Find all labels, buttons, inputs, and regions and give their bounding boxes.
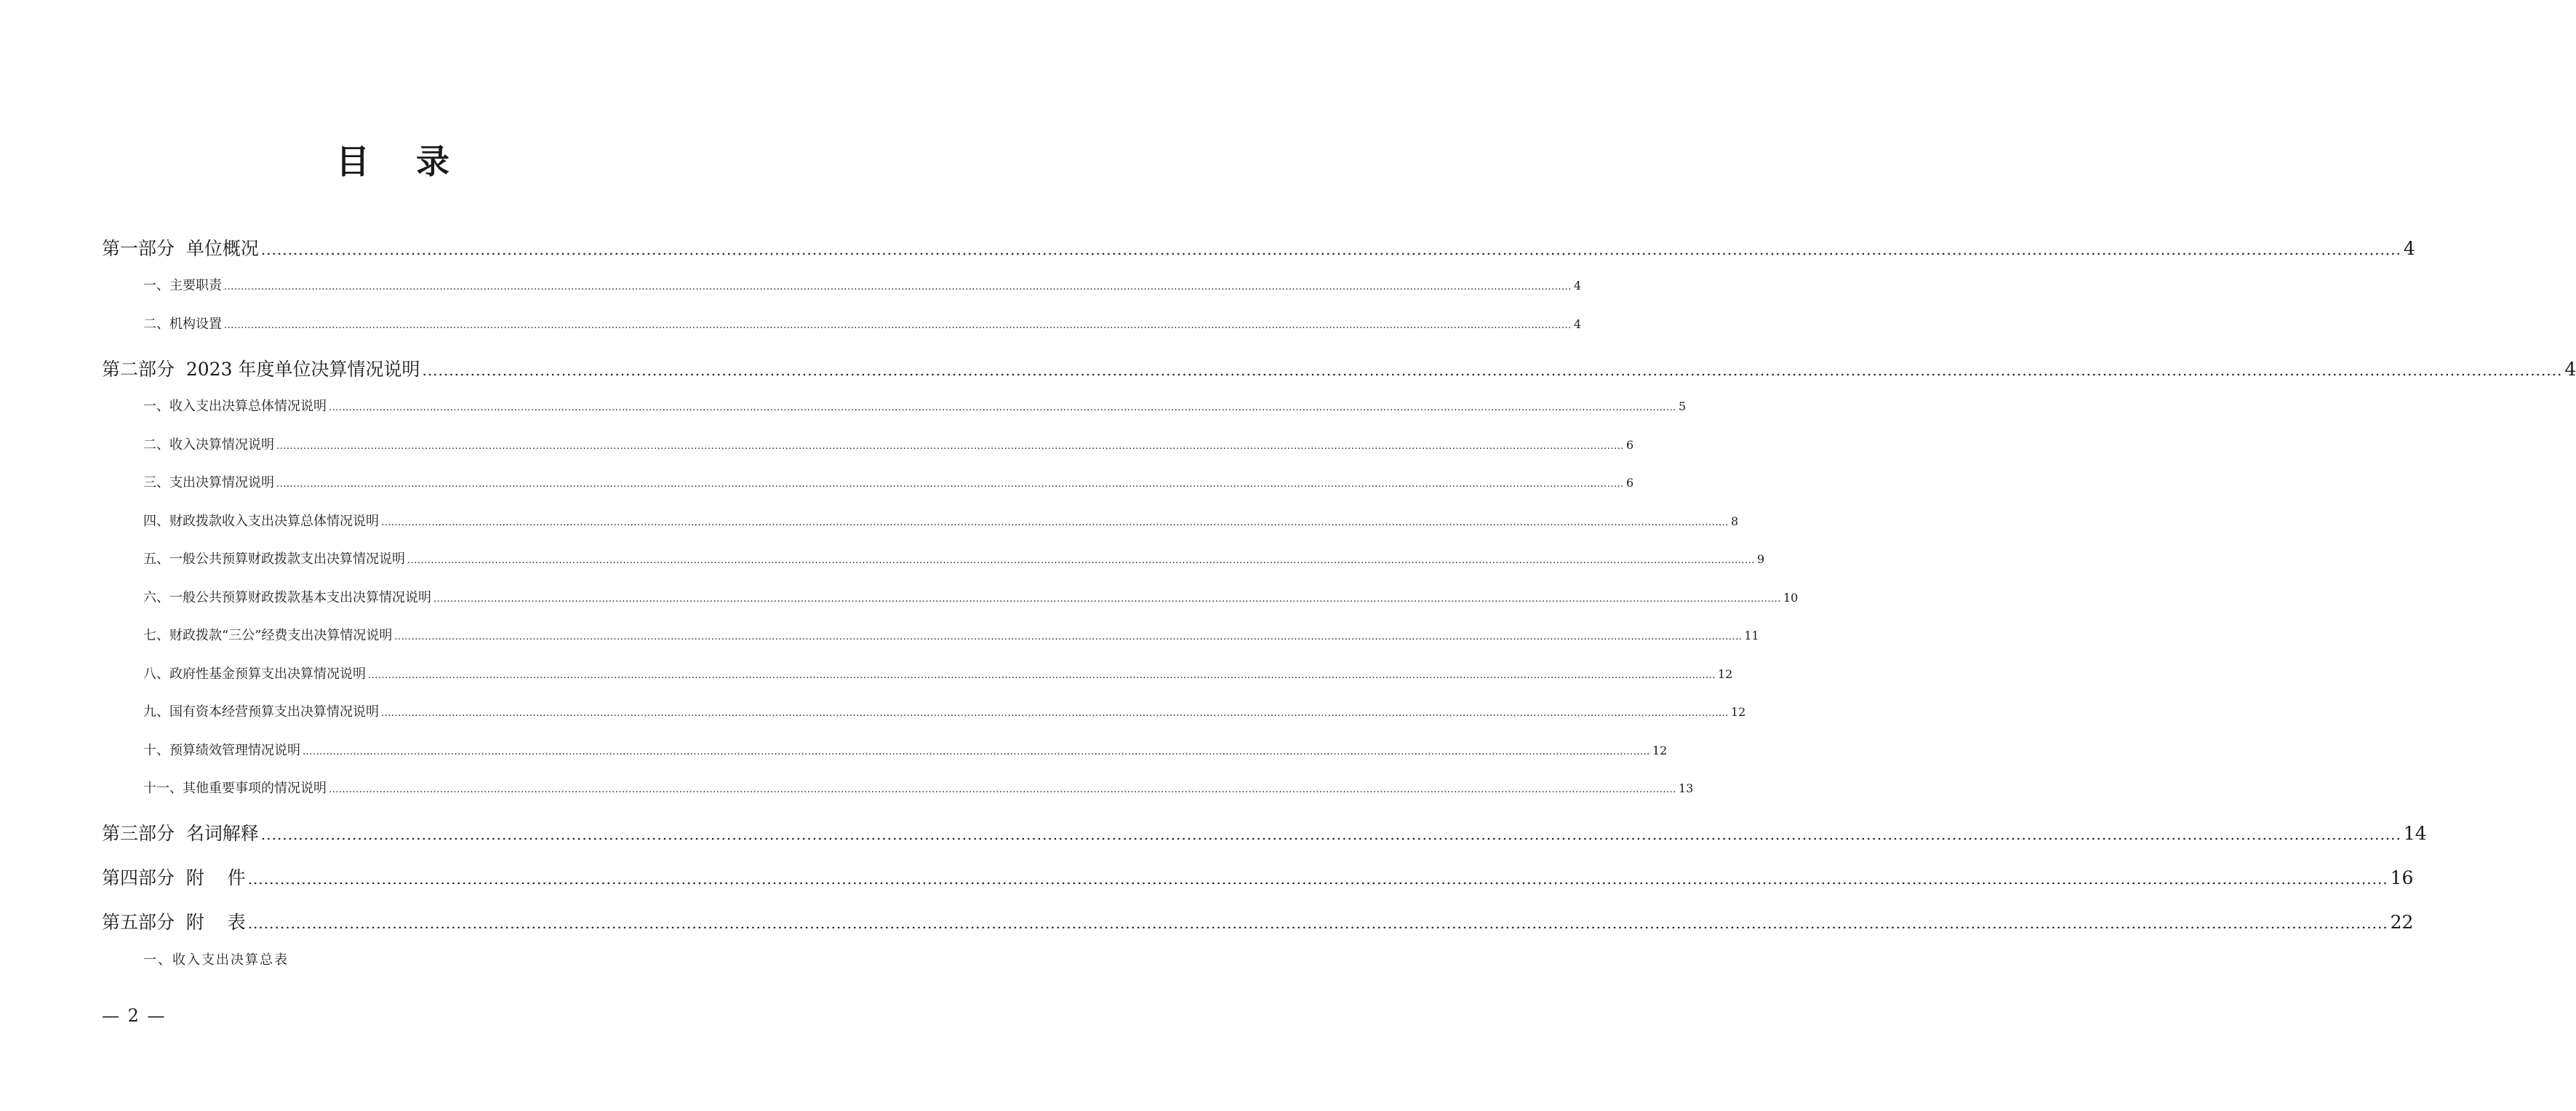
dot-leader: ................................................................................................................................................................................................................................................................................................................................................................................................................: [303, 746, 1650, 757]
toc-entry-page: 12: [1652, 744, 1668, 757]
dot-leader: ................................................................................................................................................................................................................................................................................................................................................................................................................: [247, 870, 2388, 888]
dot-leader: ................................................................................................................................................................................................................................................................................................................................................................................................................: [422, 362, 2563, 379]
toc-entry-label: 四、财政拨款收入支出决算总体情况说明: [143, 514, 379, 529]
dot-leader: ................................................................................................................................................................................................................................................................................................................................................................................................................: [407, 555, 1755, 566]
toc-entry-2-3[interactable]: [143, 474, 1634, 493]
toc-entry-duties[interactable]: [143, 276, 1582, 295]
toc-entry-page: 4: [1573, 279, 1582, 292]
dot-leader: ................................................................................................................................................................................................................................................................................................................................................................................................................: [276, 479, 1624, 490]
toc-entry-label: 十、预算绩效管理情况说明: [143, 743, 300, 758]
title-char-2: 录: [416, 142, 449, 181]
toc-entry-label: 第三部分 名词解释: [102, 823, 259, 844]
page-number: — 2 —: [102, 1006, 167, 1026]
toc-entry-label: 八、政府性基金预算支出决算情况说明: [143, 666, 366, 682]
toc-entry-label: 六、一般公共预算财政拨款基本支出决算情况说明: [143, 590, 431, 605]
dot-leader: ................................................................................................................................................................................................................................................................................................................................................................................................................: [394, 632, 1743, 642]
toc-entry-label: 七、财政拨款“三公”经费支出决算情况说明: [143, 628, 393, 643]
toc-entry-page: 4: [2403, 238, 2415, 259]
toc-entry-page: 22: [2390, 912, 2414, 933]
toc-entry-label: 第二部分 2023 年度单位决算情况说明: [102, 359, 420, 380]
toc-entry-2-11[interactable]: [143, 779, 1694, 798]
toc-entry-page: 5: [1678, 399, 1687, 413]
title-char-1: 目: [336, 142, 369, 181]
toc-entry-part-4[interactable]: [102, 866, 2414, 891]
toc-entry-2-1[interactable]: [143, 397, 1687, 416]
toc-entry-label: 二、收入决算情况说明: [143, 437, 274, 453]
toc-entry-page: 8: [1730, 514, 1739, 528]
dot-leader: ................................................................................................................................................................................................................................................................................................................................................................................................................: [329, 402, 1676, 413]
toc-entry-part-3[interactable]: [102, 821, 2427, 846]
toc-entry-label: 第五部分 附 表: [102, 912, 246, 933]
appendix-table-item: 一、收入支出决算总表: [143, 952, 289, 968]
toc-entry-page: 4: [2564, 359, 2576, 380]
toc-entry-part-1[interactable]: [102, 236, 2415, 261]
dot-leader: ................................................................................................................................................................................................................................................................................................................................................................................................................: [433, 594, 1781, 605]
toc-entry-2-9[interactable]: [143, 703, 1746, 722]
toc-entry-2-5[interactable]: [143, 550, 1765, 569]
toc-entry-2-7[interactable]: [143, 626, 1759, 645]
toc-entry-label: 一、主要职责: [143, 278, 222, 293]
toc-entry-page: 10: [1783, 591, 1799, 605]
toc-entry-label: 九、国有资本经营预算支出决算情况说明: [143, 704, 379, 720]
dot-leader: ................................................................................................................................................................................................................................................................................................................................................................................................................: [368, 670, 1716, 681]
toc-entry-page: 13: [1678, 781, 1694, 795]
toc-entry-page: 6: [1625, 438, 1634, 452]
toc-entry-page: 12: [1730, 705, 1746, 719]
toc-entry-label: 一、收入支出决算总体情况说明: [143, 399, 327, 414]
dot-leader: ................................................................................................................................................................................................................................................................................................................................................................................................................: [224, 282, 1572, 292]
toc-entry-2-4[interactable]: [143, 512, 1739, 531]
toc-entry-2-2[interactable]: [143, 436, 1634, 455]
toc-entry-label: 二、机构设置: [143, 316, 222, 332]
dot-leader: ................................................................................................................................................................................................................................................................................................................................................................................................................: [260, 241, 2401, 258]
toc-entry-2-8[interactable]: [143, 665, 1733, 684]
toc-entry-2-6[interactable]: [143, 589, 1799, 608]
page-title: [0, 140, 785, 183]
dot-leader: ................................................................................................................................................................................................................................................................................................................................................................................................................: [381, 708, 1729, 719]
toc-entry-label: 三、支出决算情况说明: [143, 475, 274, 490]
toc-entry-page: 9: [1756, 552, 1765, 566]
dot-leader: ................................................................................................................................................................................................................................................................................................................................................................................................................: [381, 517, 1729, 528]
toc-entry-organization[interactable]: [143, 315, 1582, 334]
dot-leader: ................................................................................................................................................................................................................................................................................................................................................................................................................: [260, 826, 2401, 843]
toc-entry-page: 11: [1744, 629, 1759, 642]
toc-entry-page: 12: [1717, 667, 1733, 681]
toc-entry-label: 第一部分 单位概况: [102, 238, 259, 259]
dot-leader: ................................................................................................................................................................................................................................................................................................................................................................................................................: [276, 441, 1624, 452]
dot-leader: ................................................................................................................................................................................................................................................................................................................................................................................................................: [224, 320, 1572, 331]
toc-entry-label: 五、一般公共预算财政拨款支出决算情况说明: [143, 551, 405, 567]
toc-entry-part-2[interactable]: [102, 357, 2576, 382]
toc-entry-part-5[interactable]: [102, 910, 2414, 935]
toc-entry-2-10[interactable]: [143, 741, 1668, 760]
toc-entry-page: 16: [2390, 867, 2414, 888]
toc-entry-page: 6: [1625, 476, 1634, 490]
toc-entry-page: 14: [2403, 823, 2427, 844]
toc-entry-page: 4: [1573, 317, 1582, 331]
toc-entry-label: 十一、其他重要事项的情况说明: [143, 781, 327, 796]
toc-entry-label: 第四部分 附 件: [102, 867, 246, 888]
dot-leader: ................................................................................................................................................................................................................................................................................................................................................................................................................: [247, 915, 2388, 932]
dot-leader: ................................................................................................................................................................................................................................................................................................................................................................................................................: [329, 784, 1676, 795]
